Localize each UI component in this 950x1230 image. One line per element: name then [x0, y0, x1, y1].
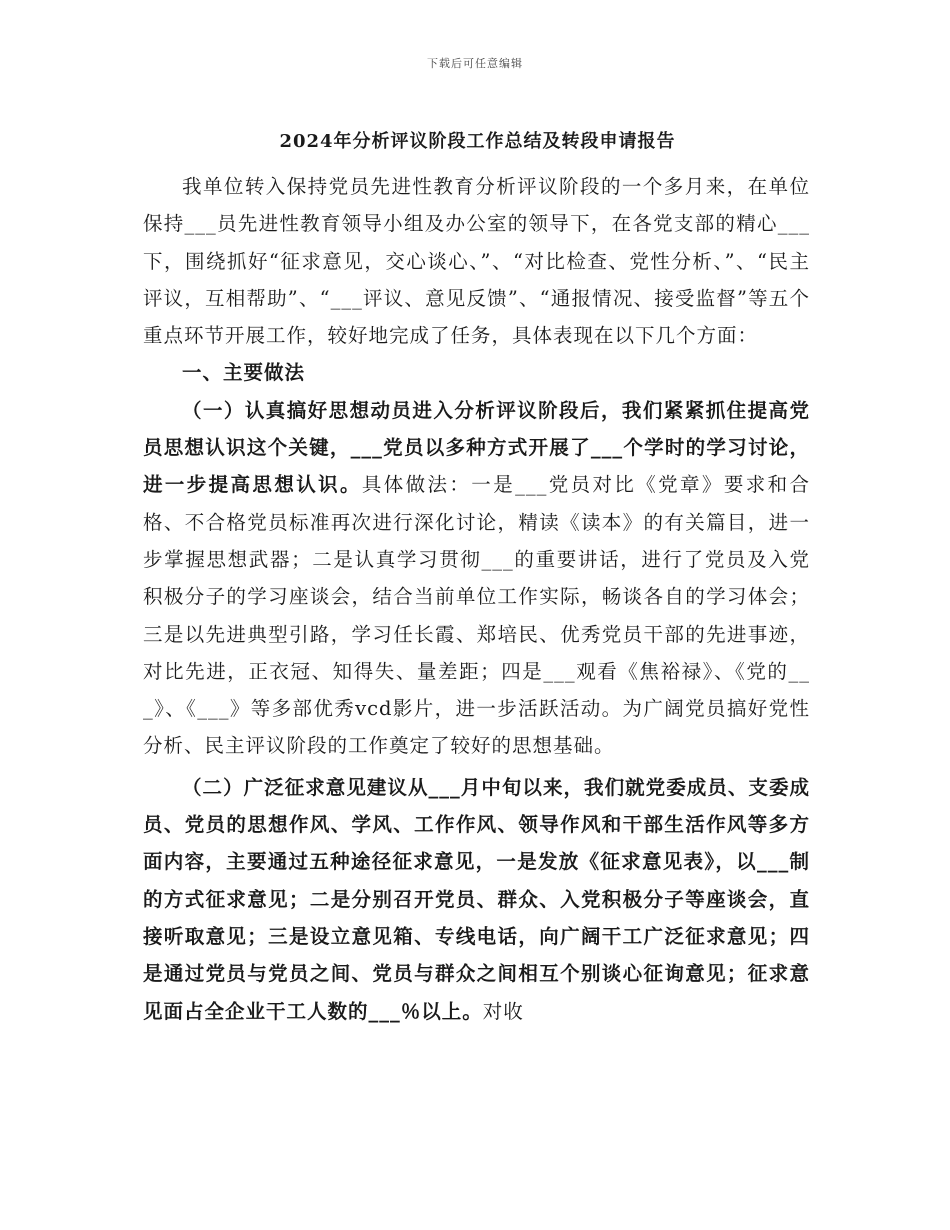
header-note: 下载后可任意编辑: [427, 57, 523, 70]
section-heading-main-practices: 一、主要做法: [182, 361, 306, 385]
document-body: [143, 168, 810, 1030]
page-title: 2024年分析评议阶段工作总结及转段申请报告: [279, 131, 676, 152]
item-1-paragraph: [143, 392, 810, 765]
item-2-lead-text: （二）广泛征求意见建议从___月中旬以来，我们就党委成员、支委成员、党员的思想作风、学风、工作作风、领导作风和干部生活作风等多方面内容，主要通过五种途径征求意见，一是发放《征求意见表》，以___制的方式征求意见；二是分别召开党员、群众、入党积极分子等座谈会，直接听取意见；三是设立意见箱、专线电话，向广阔干工广泛征求意见；四是通过党员与党员之间、党员与群众之间相互个别谈心征询意见；征求意见面占全企业干工人数的___％以上。: [143, 775, 810, 1023]
item-2-paragraph: [143, 769, 810, 1030]
item-2-body-text: 对收: [482, 999, 524, 1023]
item-1-body-text: 具体做法：一是___党员对比《党章》要求和合格、不合格党员标准再次进行深化讨论，精读《读本》的有关篇目，进一步掌握思想武器；二是认真学习贯彻___的重要讲话，进行了党员及入党积极分子的学习座谈会，结合当前单位工作实际，畅谈各自的学习体会；三是以先进典型引路，学习任长霞、郑培民、优秀党员干部的先进事迹，对比先进，正衣冠、知得失、量差距；四是___观看《焦裕禄》、《党的___》、《___》等多部优秀vcd影片，进一步活跃活动。为广阔党员搞好党性分析、民主评议阶段的工作奠定了较好的思想基础。: [143, 473, 810, 758]
intro-paragraph: 我单位转入保持党员先进性教育分析评议阶段的一个多月来，在单位保持___员先进性教育领导小组及办公室的领导下，在各党支部的精心___下，围绕抓好“征求意见，交心谈心、”、“对比检查、党性分析、”、“民主评议，互相帮助”、“___评议、意见反馈”、“通报情况、接受监督”等五个重点环节开展工作，较好地完成了任务，具体表现在以下几个方面：: [143, 175, 810, 348]
item-1-lead-text: （一）认真搞好思想动员进入分析评议阶段后，我们紧紧抓住提高党员思想认识这个关键，___党员以多种方式开展了___个学时的学习讨论，进一步提高思想认识。: [143, 398, 810, 497]
